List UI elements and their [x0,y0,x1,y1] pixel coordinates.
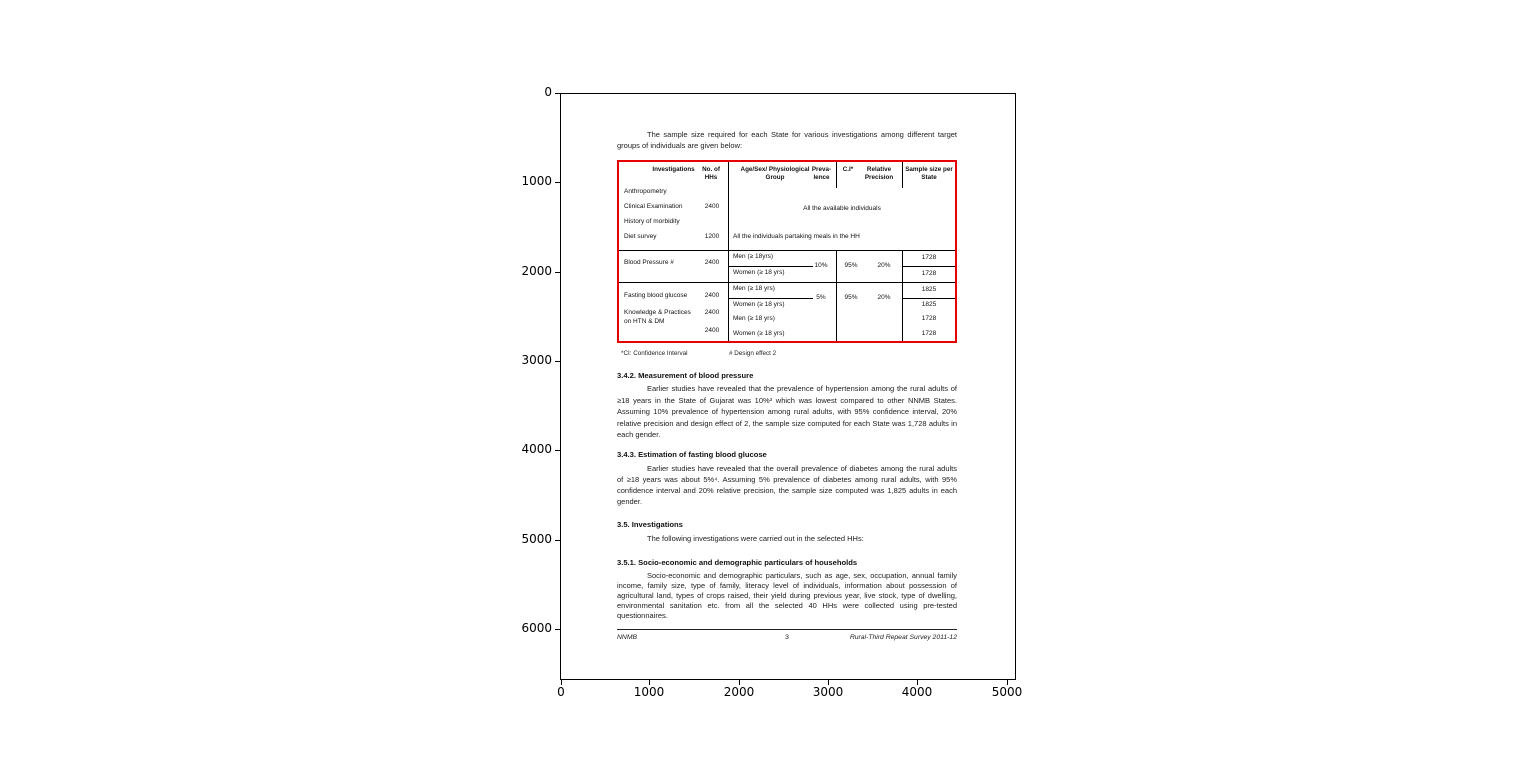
x-tick-label: 0 [557,685,565,699]
note-all-individuals: All the available individuals [803,205,881,212]
y-tick-mark [555,272,560,273]
table-grid-line [619,282,955,283]
group-kp-men: Men (≥ 18 yrs) [733,315,775,322]
col-header-hhs: No. of HHs [702,166,720,181]
sample-size-table [617,160,957,343]
table-grid-line [903,266,955,267]
group-fg-men: Men (≥ 18 yrs) [733,285,775,292]
table-grid-line [619,250,955,251]
x-tick-label: 3000 [812,685,844,699]
plot-area [521,85,1023,699]
ci-bp: 95% [844,262,858,269]
hhs-clinical: 2400 [704,203,720,210]
section-heading-3-4-2: 3.4.2. Measurement of blood pressure [617,371,754,380]
table-grid-line [902,250,903,341]
sample-bp-men: 1728 [921,254,937,261]
table-grid-line [836,162,837,188]
y-tick-label: 4000 [521,442,552,456]
col-header-precision: Relative Precision [864,166,894,181]
investigation-diet-survey: Diet survey [624,233,657,240]
precision-bp: 20% [877,262,891,269]
section-heading-3-4-3: 3.4.3. Estimation of fasting blood glucose [617,450,767,459]
y-tick-label: 5000 [521,532,552,546]
y-tick-label: 1000 [521,174,552,188]
table-grid-line [836,250,837,341]
table-grid-line [728,162,729,341]
y-tick-label: 3000 [521,353,552,367]
col-header-investigations: Investigations [652,166,695,173]
y-tick-label: 6000 [521,621,552,635]
sample-fg-women: 1825 [921,301,937,308]
x-tick-label: 1000 [633,685,665,699]
hhs-blood-pressure: 2400 [704,259,720,266]
y-tick-mark [555,93,560,94]
investigation-knowledge-practices: Knowledge & Practices on HTN & DM [624,309,691,325]
footnote-ci: *CI: Confidence Interval [621,350,688,357]
y-tick-label: 0 [544,85,552,99]
ci-fg: 95% [844,294,858,301]
investigation-blood-pressure: Blood Pressure # [624,259,674,266]
y-tick-label: 2000 [521,264,552,278]
y-tick-mark [555,182,560,183]
section-body-3-4-2: Earlier studies have revealed that the prevalence of hypertension among the rural adults of ≥18 years in the State of Gujarat was 10%³ which was lowest compared to other NNMB States. Assuming 10% prevalence of hypertension among rural adults, with 95% confidence interval, 20% relative precision and design effect of 2, the sample size computed for each State was 1,728 adults in each gender. [617,384,957,439]
hhs-knowledge-1: 2400 [704,309,720,316]
section-heading-3-5-1: 3.5.1. Socio-economic and demographic particulars of households [617,558,858,567]
col-header-sample-size: Sample size per State [905,166,953,181]
footer-right: Rural-Third Repeat Survey 2011-12 [849,634,957,641]
table-grid-line [903,298,955,299]
hhs-fasting-glucose: 2400 [704,292,720,299]
footnote-design-effect: # Design effect 2 [729,350,777,357]
prevalence-bp: 10% [814,262,828,269]
footer-rule [617,629,957,630]
y-tick-mark [555,629,560,630]
y-tick-mark [555,450,560,451]
sample-fg-men: 1825 [921,286,937,293]
sample-bp-women: 1728 [921,270,937,277]
hhs-knowledge-2: 2400 [704,327,720,334]
col-header-age-sex: Age/Sex/ Physiological Group [740,166,810,181]
section-body-3-4-3: Earlier studies have revealed that the overall prevalence of diabetes among the rural adults of ≥18 years was about 5%⁴. Assuming 5% prevalence of diabetes among rural adults, with 95% confidence interval and 20% relative precision, the sample size computed was 1,825 adults in each gender. [617,464,957,506]
investigation-fasting-glucose: Fasting blood glucose [624,292,688,299]
col-header-prevalence: Preva- lence [811,166,832,181]
prevalence-fg: 5% [816,294,826,301]
table-grid-line [902,162,903,188]
sample-kp-men: 1728 [921,315,937,322]
x-tick-label: 5000 [991,685,1023,699]
col-header-ci: C.I* [842,166,854,173]
section-body-3-5-1: Socio-economic and demographic particulars, such as age, sex, occupation, annual family income, family size, type of family, literacy level of individuals, information about possession of agricultural land, types of crops raised, their yield during previous year, live stock, type of dwelling, environmental sanitation etc. from all the selected 40 HHs were collected using pre-tested questionnaires. [617,571,957,620]
precision-fg: 20% [877,294,891,301]
sample-kp-women: 1728 [921,330,937,337]
group-fg-women: Women (≥ 18 yrs) [733,301,785,308]
section-body-3-5: The following investigations were carried out in the selected HHs: [647,534,864,543]
group-kp-women: Women (≥ 18 yrs) [733,330,785,337]
investigation-clinical-examination: Clinical Examination [624,203,683,210]
group-bp-men: Men (≥ 18yrs) [733,253,774,260]
investigation-history-morbidity: History of morbidity [624,218,680,225]
group-bp-women: Women (≥ 18 yrs) [733,269,785,276]
investigation-anthropometry: Anthropometry [624,188,667,195]
hhs-diet-survey: 1200 [704,233,720,240]
note-diet-individuals: All the individuals partaking meals in the HH [733,233,860,240]
x-tick-label: 4000 [901,685,933,699]
intro-paragraph: The sample size required for each State for various investigations among different target groups of individuals are given below: [617,130,957,150]
footer-left: NNMB [617,634,638,641]
section-heading-3-5: 3.5. Investigations [617,520,683,529]
y-tick-mark [555,540,560,541]
y-tick-mark [555,361,560,362]
x-tick-label: 2000 [723,685,755,699]
table-grid-line [729,266,813,267]
table-grid-line [729,298,813,299]
footer-page-number: 3 [785,634,789,641]
